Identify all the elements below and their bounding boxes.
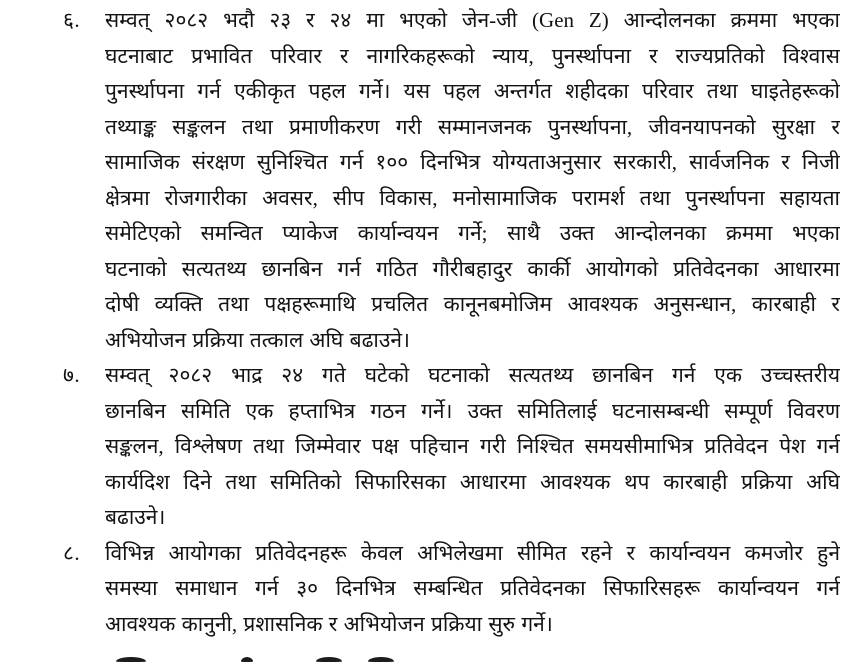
item-text: [105, 536, 840, 643]
clipped-glyph-top: [368, 657, 394, 662]
list-item-6: [63, 3, 840, 358]
item-text: [105, 358, 840, 536]
text-line: अभियोजन प्रक्रिया तत्काल अघि बढाउने।: [105, 327, 410, 352]
text-line: सम्वत् २०८२ भदौ २३ र २४ मा भएको जेन-जी (Gen Z) आन्दोलनका क्रममा भएका: [105, 8, 840, 32]
clipped-glyph-top: [316, 657, 342, 662]
document-content: [63, 3, 840, 642]
text-line: बढाउने।: [105, 505, 166, 529]
text-line: पुनर्स्थापना गर्न एकीकृत पहल गर्ने। यस पहल अन्तर्गत शहीदका परिवार तथा घाइतेहरूको: [105, 79, 840, 103]
item-number: ८.: [63, 540, 81, 565]
text-line: सम्वत् २०८२ भाद्र २४ गते घटेको घटनाको सत्यतथ्य छानबिन गर्न एक उच्चस्तरीय: [105, 363, 840, 387]
text-line: दोषी व्यक्ति तथा पक्षहरूमाथि प्रचलित कानूनबमोजिम आवश्यक अनुसन्धान, कारबाही र: [105, 292, 840, 316]
text-line: सामाजिक संरक्षण सुनिश्चित गर्न १०० दिनभित्र योग्यताअनुसार सरकारी, सार्वजनिक र निजी: [105, 150, 840, 174]
item-number: ७.: [63, 363, 81, 387]
clipped-next-line: [0, 655, 857, 669]
list-item-8: [63, 536, 840, 643]
text-line: समेटिएको समन्वित प्याकेज कार्यान्वयन गर्ने; साथै उक्त आन्दोलनका क्रममा भएका: [105, 221, 840, 245]
clipped-glyph-top: [116, 657, 146, 662]
text-line: क्षेत्रमा रोजगारीका अवसर, सीप विकास, मनोसामाजिक परामर्श तथा पुनर्स्थापना सहायता: [105, 185, 840, 210]
text-line: कार्यदिश दिने तथा समितिको सिफारिसका आधारमा आवश्यक थप कारबाही प्रक्रिया अघि: [105, 469, 840, 494]
text-line: घटनाबाट प्रभावित परिवार र नागरिकहरूको न्याय, पुनर्स्थापना र राज्यप्रतिको विश्वास: [105, 43, 840, 68]
text-line: समस्या समाधान गर्न ३० दिनभित्र सम्बन्धित प्रतिवेदनका सिफारिसहरू कार्यान्वयन गर्न: [105, 576, 840, 600]
text-line: सङ्कलन, विश्लेषण तथा जिम्मेवार पक्ष पहिचान गरी निश्चित समयसीमाभित्र प्रतिवेदन पेश गर्न: [105, 434, 840, 458]
list-item-7: [63, 358, 840, 536]
text-line: आवश्यक कानुनी, प्रशासनिक र अभियोजन प्रक्रिया सुरु गर्ने।: [105, 611, 553, 636]
item-number: ६.: [63, 8, 81, 32]
item-text: [105, 3, 840, 358]
clipped-glyph-top: [241, 657, 253, 662]
text-line: तथ्याङ्क सङ्कलन तथा प्रमाणीकरण गरी सम्मानजनक पुनर्स्थापना, जीवनयापनको सुरक्षा र: [105, 114, 840, 139]
text-line: छानबिन समिति एक हप्ताभित्र गठन गर्ने। उक्त समितिलाई घटनासम्बन्धी सम्पूर्ण विवरण: [105, 398, 840, 423]
text-line: घटनाको सत्यतथ्य छानबिन गर्न गठित गौरीबहादुर कार्की आयोगको प्रतिवेदनका आधारमा: [105, 256, 840, 281]
text-line: विभिन्न आयोगका प्रतिवेदनहरू केवल अभिलेखमा सीमित रहने र कार्यान्वयन कमजोर हुने: [105, 540, 840, 565]
